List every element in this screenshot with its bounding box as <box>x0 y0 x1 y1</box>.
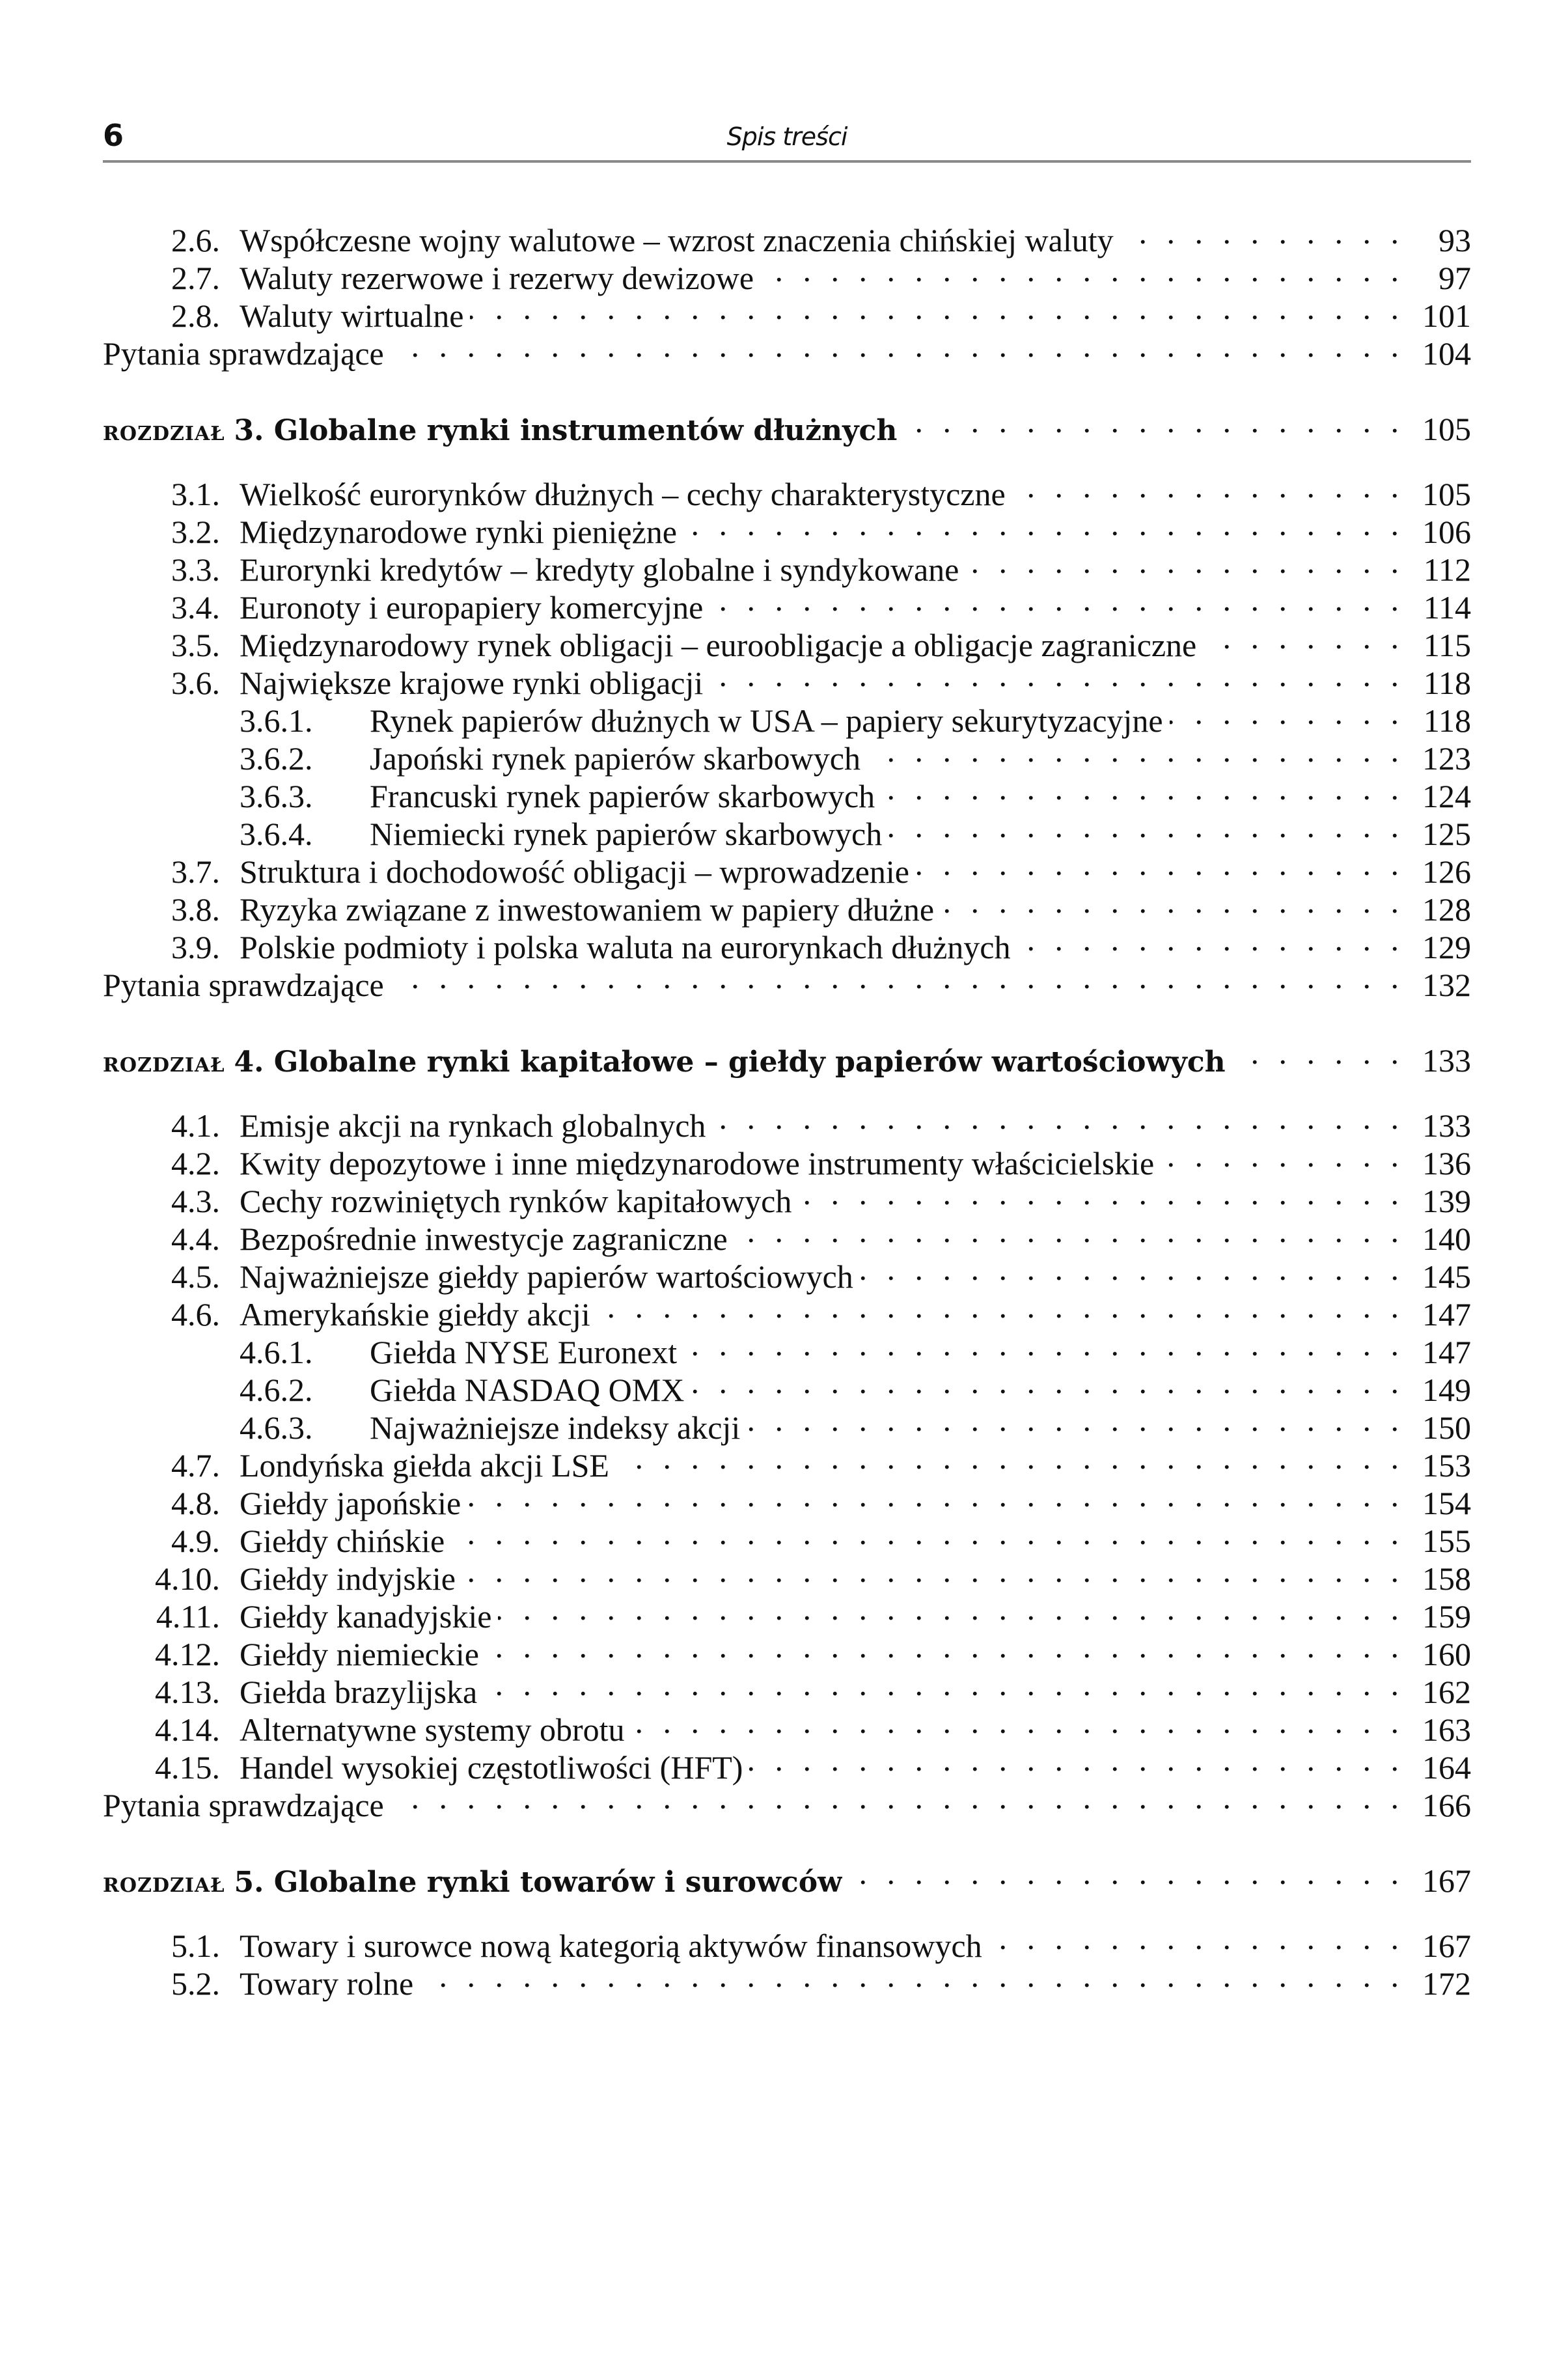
entry-page: 115 <box>1423 627 1471 663</box>
entry-page: 125 <box>1422 816 1471 852</box>
dot-leader <box>1161 1137 1405 1174</box>
dot-leader <box>903 402 1405 440</box>
entry-number: 4.8. <box>171 1485 220 1521</box>
entry-title: Giełdy indyjskie <box>240 1560 456 1597</box>
dot-leader <box>391 958 1405 996</box>
entry-page: 124 <box>1422 778 1471 814</box>
dot-leader <box>941 883 1405 920</box>
dot-leader <box>462 1552 1405 1590</box>
entry-number: 4.4. <box>171 1221 220 1257</box>
entry-title: Kwity depozytowe i inne międzynarodowe instrumenty właścicielskie <box>240 1145 1155 1182</box>
dot-leader <box>709 656 1405 694</box>
entry-page: 101 <box>1422 298 1471 334</box>
dot-leader <box>747 1401 1405 1439</box>
dot-leader <box>916 845 1405 883</box>
entry-title: Giełdy kanadyjskie <box>240 1598 492 1635</box>
entry-title: Wielkość eurorynków dłużnych – cechy charakterystyczne <box>240 476 1006 512</box>
entry-title: Najważniejsze giełdy papierów wartościowych <box>240 1258 853 1295</box>
dot-leader <box>1170 694 1405 732</box>
entry-number: 3.8. <box>171 891 220 928</box>
entry-title: Giełdy chińskie <box>240 1523 445 1559</box>
chapter-title: 4. Globalne rynki kapitałowe – giełdy papierów wartościowych <box>234 1045 1226 1079</box>
entry-page: 132 <box>1422 967 1471 1003</box>
entry-title: Ryzyka związane z inwestowaniem w papiery dłużne <box>240 891 935 928</box>
chapter-heading[interactable] <box>103 1034 1471 1079</box>
entry-page: 159 <box>1422 1598 1471 1635</box>
entry-page: 118 <box>1423 702 1471 739</box>
entry-page: 104 <box>1422 335 1471 372</box>
page-number: 6 <box>103 118 124 153</box>
entry-title: Giełdy japońskie <box>240 1485 461 1521</box>
entry-title: Rynek papierów dłużnych w USA – papiery sekurytyzacyjne <box>370 702 1163 739</box>
entry-number: 5.1. <box>171 1928 220 1964</box>
entry-page: 106 <box>1422 514 1471 550</box>
entry-number: 4.5. <box>171 1258 220 1295</box>
entry-page: 147 <box>1422 1296 1471 1333</box>
entry-title: Japoński rynek papierów skarbowych <box>370 740 860 777</box>
dot-leader <box>691 1363 1405 1401</box>
entry-number: 4.1. <box>171 1107 220 1144</box>
dot-leader <box>391 1778 1405 1816</box>
entry-number: 3.5. <box>171 627 220 663</box>
entry-title: Amerykańskie giełdy akcji <box>240 1296 590 1333</box>
entry-number: 4.7. <box>171 1447 220 1484</box>
entry-title: Największe krajowe rynki obligacji <box>240 665 704 701</box>
entry-page: 166 <box>1422 1787 1471 1823</box>
dot-leader <box>420 1957 1405 1995</box>
dot-leader <box>616 1439 1405 1476</box>
chapter-label: ROZDZIAŁ <box>103 422 225 445</box>
entry-page: 123 <box>1422 740 1471 777</box>
dot-leader <box>888 807 1405 845</box>
entry-title: Giełda brazylijska <box>240 1674 478 1710</box>
chapter-title: 3. Globalne rynki instrumentów dłużnych <box>234 414 898 447</box>
table-of-contents <box>103 214 1471 2002</box>
dot-leader <box>484 1665 1405 1703</box>
entry-number: 3.1. <box>171 476 220 512</box>
dot-leader <box>867 732 1405 769</box>
entry-number: 4.12. <box>155 1636 220 1672</box>
dot-leader <box>683 505 1405 543</box>
entry-page: 155 <box>1422 1523 1471 1559</box>
entry-number: 3.2. <box>171 514 220 550</box>
dot-leader <box>498 1590 1405 1627</box>
chapter-page: 105 <box>1422 411 1471 447</box>
entry-number: 3.6.4. <box>240 816 313 852</box>
entry-page: 93 <box>1439 222 1471 258</box>
entry-title: Niemiecki rynek papierów skarbowych <box>370 816 883 852</box>
entry-page: 139 <box>1422 1183 1471 1219</box>
entry-title: Francuski rynek papierów skarbowych <box>370 778 875 814</box>
dot-leader <box>467 1476 1405 1514</box>
dot-leader <box>965 543 1405 581</box>
entry-page: 126 <box>1422 853 1471 890</box>
entry-title: Handel wysokiej częstotliwości (HFT) <box>240 1749 743 1786</box>
entry-number: 4.13. <box>155 1674 220 1710</box>
dot-leader <box>1120 214 1405 251</box>
entry-title: Towary i surowce nową kategorią aktywów finansowych <box>240 1928 982 1964</box>
entry-number: 4.10. <box>155 1560 220 1597</box>
entry-number: 3.9. <box>171 929 220 965</box>
entry-number: 3.4. <box>171 589 220 626</box>
entry-page: 140 <box>1422 1221 1471 1257</box>
dot-leader <box>391 327 1405 365</box>
toc-entry[interactable] <box>103 1919 1471 1964</box>
dot-leader <box>451 1514 1405 1552</box>
entry-page: 97 <box>1439 260 1471 296</box>
dot-leader <box>849 1854 1405 1892</box>
dot-leader <box>1232 1034 1405 1072</box>
entry-title: Polskie podmioty i polska waluta na eurorynkach dłużnych <box>240 929 1011 965</box>
dot-leader <box>709 581 1405 618</box>
entry-page: 105 <box>1422 476 1471 512</box>
dot-leader <box>1012 467 1405 505</box>
entry-number: 3.7. <box>171 853 220 890</box>
dot-leader <box>860 1250 1405 1288</box>
entry-page: 145 <box>1422 1258 1471 1295</box>
entry-title: Pytania sprawdzające <box>103 335 384 372</box>
entry-page: 153 <box>1422 1447 1471 1484</box>
dot-leader <box>1017 920 1405 958</box>
dot-leader <box>470 289 1405 327</box>
toc-entry[interactable] <box>103 1099 1471 1144</box>
entry-number: 3.6.1. <box>240 702 313 739</box>
entry-title: Waluty wirtualne <box>240 298 464 334</box>
entry-title: Giełda NYSE Euronext <box>370 1334 678 1370</box>
dot-leader <box>1203 618 1405 656</box>
entry-page: 129 <box>1422 929 1471 965</box>
entry-title: Współczesne wojny walutowe – wzrost znaczenia chińskiej waluty <box>240 222 1114 258</box>
entry-title: Struktura i dochodowość obligacji – wprowadzenie <box>240 853 909 890</box>
entry-title: Cechy rozwiniętych rynków kapitałowych <box>240 1183 792 1219</box>
chapter-title: 5. Globalne rynki towarów i surowców <box>234 1866 842 1899</box>
chapter-list <box>103 402 1471 2002</box>
dot-leader <box>712 1099 1405 1137</box>
entry-page: 147 <box>1422 1334 1471 1370</box>
entry-page: 158 <box>1422 1560 1471 1597</box>
chapter-page: 133 <box>1422 1042 1471 1079</box>
entry-page: 133 <box>1422 1107 1471 1144</box>
entry-number: 4.6.2. <box>240 1372 313 1408</box>
running-head <box>103 116 1471 155</box>
dot-leader <box>734 1212 1405 1250</box>
entry-number: 2.7. <box>171 260 220 296</box>
entry-number: 4.2. <box>171 1145 220 1182</box>
entry-title: Alternatywne systemy obrotu <box>240 1711 625 1748</box>
entry-number: 4.9. <box>171 1523 220 1559</box>
dot-leader <box>989 1919 1405 1957</box>
chapter-label: ROZDZIAŁ <box>103 1054 225 1077</box>
entry-page: 150 <box>1422 1409 1471 1446</box>
entry-page: 167 <box>1422 1928 1471 1964</box>
entry-number: 4.15. <box>155 1749 220 1786</box>
header-rule <box>103 160 1471 163</box>
toc-entry[interactable] <box>103 467 1471 512</box>
entry-page: 164 <box>1422 1749 1471 1786</box>
entry-number: 3.6. <box>171 665 220 701</box>
dot-leader <box>486 1627 1405 1665</box>
entry-title: Eurorynki kredytów – kredyty globalne i syndykowane <box>240 551 959 588</box>
entry-page: 114 <box>1423 589 1471 626</box>
dot-leader <box>798 1174 1405 1212</box>
entry-number: 4.3. <box>171 1183 220 1219</box>
entry-title: Najważniejsze indeksy akcji <box>370 1409 741 1446</box>
entry-title: Towary rolne <box>240 1965 414 2002</box>
entry-title: Londyńska giełda akcji LSE <box>240 1447 609 1484</box>
dot-leader <box>760 251 1405 289</box>
entry-title: Emisje akcji na rynkach globalnych <box>240 1107 706 1144</box>
entry-number: 4.6. <box>171 1296 220 1333</box>
entry-page: 149 <box>1422 1372 1471 1408</box>
entry-number: 5.2. <box>171 1965 220 2002</box>
entry-title: Waluty rezerwowe i rezerwy dewizowe <box>240 260 754 296</box>
entry-page: 154 <box>1422 1485 1471 1521</box>
entry-page: 163 <box>1422 1711 1471 1748</box>
dot-leader <box>597 1288 1405 1325</box>
entry-number: 4.11. <box>156 1598 220 1635</box>
entry-number: 3.6.3. <box>240 778 313 814</box>
entry-title: Giełdy niemieckie <box>240 1636 479 1672</box>
dot-leader <box>749 1741 1405 1778</box>
chapter-label: ROZDZIAŁ <box>103 1874 225 1897</box>
dot-leader <box>881 769 1405 807</box>
entry-page: 112 <box>1423 551 1471 588</box>
entry-number: 4.14. <box>155 1711 220 1748</box>
toc-entry[interactable] <box>103 214 1471 258</box>
entry-title: Międzynarodowe rynki pieniężne <box>240 514 677 550</box>
entry-number: 3.3. <box>171 551 220 588</box>
entry-title: Pytania sprawdzające <box>103 1787 384 1823</box>
entry-page: 136 <box>1422 1145 1471 1182</box>
chapter-heading[interactable] <box>103 402 1471 447</box>
entry-page: 128 <box>1422 891 1471 928</box>
entry-page: 160 <box>1422 1636 1471 1672</box>
entry-title: Pytania sprawdzające <box>103 967 384 1003</box>
entry-number: 4.6.1. <box>240 1334 313 1370</box>
entry-title: Euronoty i europapiery komercyjne <box>240 589 704 626</box>
entry-number: 3.6.2. <box>240 740 313 777</box>
entry-title: Międzynarodowy rynek obligacji – euroobligacje a obligacje zagraniczne <box>240 627 1197 663</box>
entry-title: Bezpośrednie inwestycje zagraniczne <box>240 1221 728 1257</box>
entry-number: 2.6. <box>171 222 220 258</box>
entry-page: 162 <box>1422 1674 1471 1710</box>
chapter-heading[interactable] <box>103 1854 1471 1899</box>
entry-title: Giełda NASDAQ OMX <box>370 1372 685 1408</box>
entry-number: 4.6.3. <box>240 1409 313 1446</box>
dot-leader <box>631 1703 1405 1741</box>
entry-page: 118 <box>1423 665 1471 701</box>
dot-leader <box>683 1325 1405 1363</box>
chapter-page: 167 <box>1422 1862 1471 1899</box>
entry-page: 172 <box>1422 1965 1471 2002</box>
running-title: Spis treści <box>726 122 847 151</box>
entry-number: 2.8. <box>171 298 220 334</box>
